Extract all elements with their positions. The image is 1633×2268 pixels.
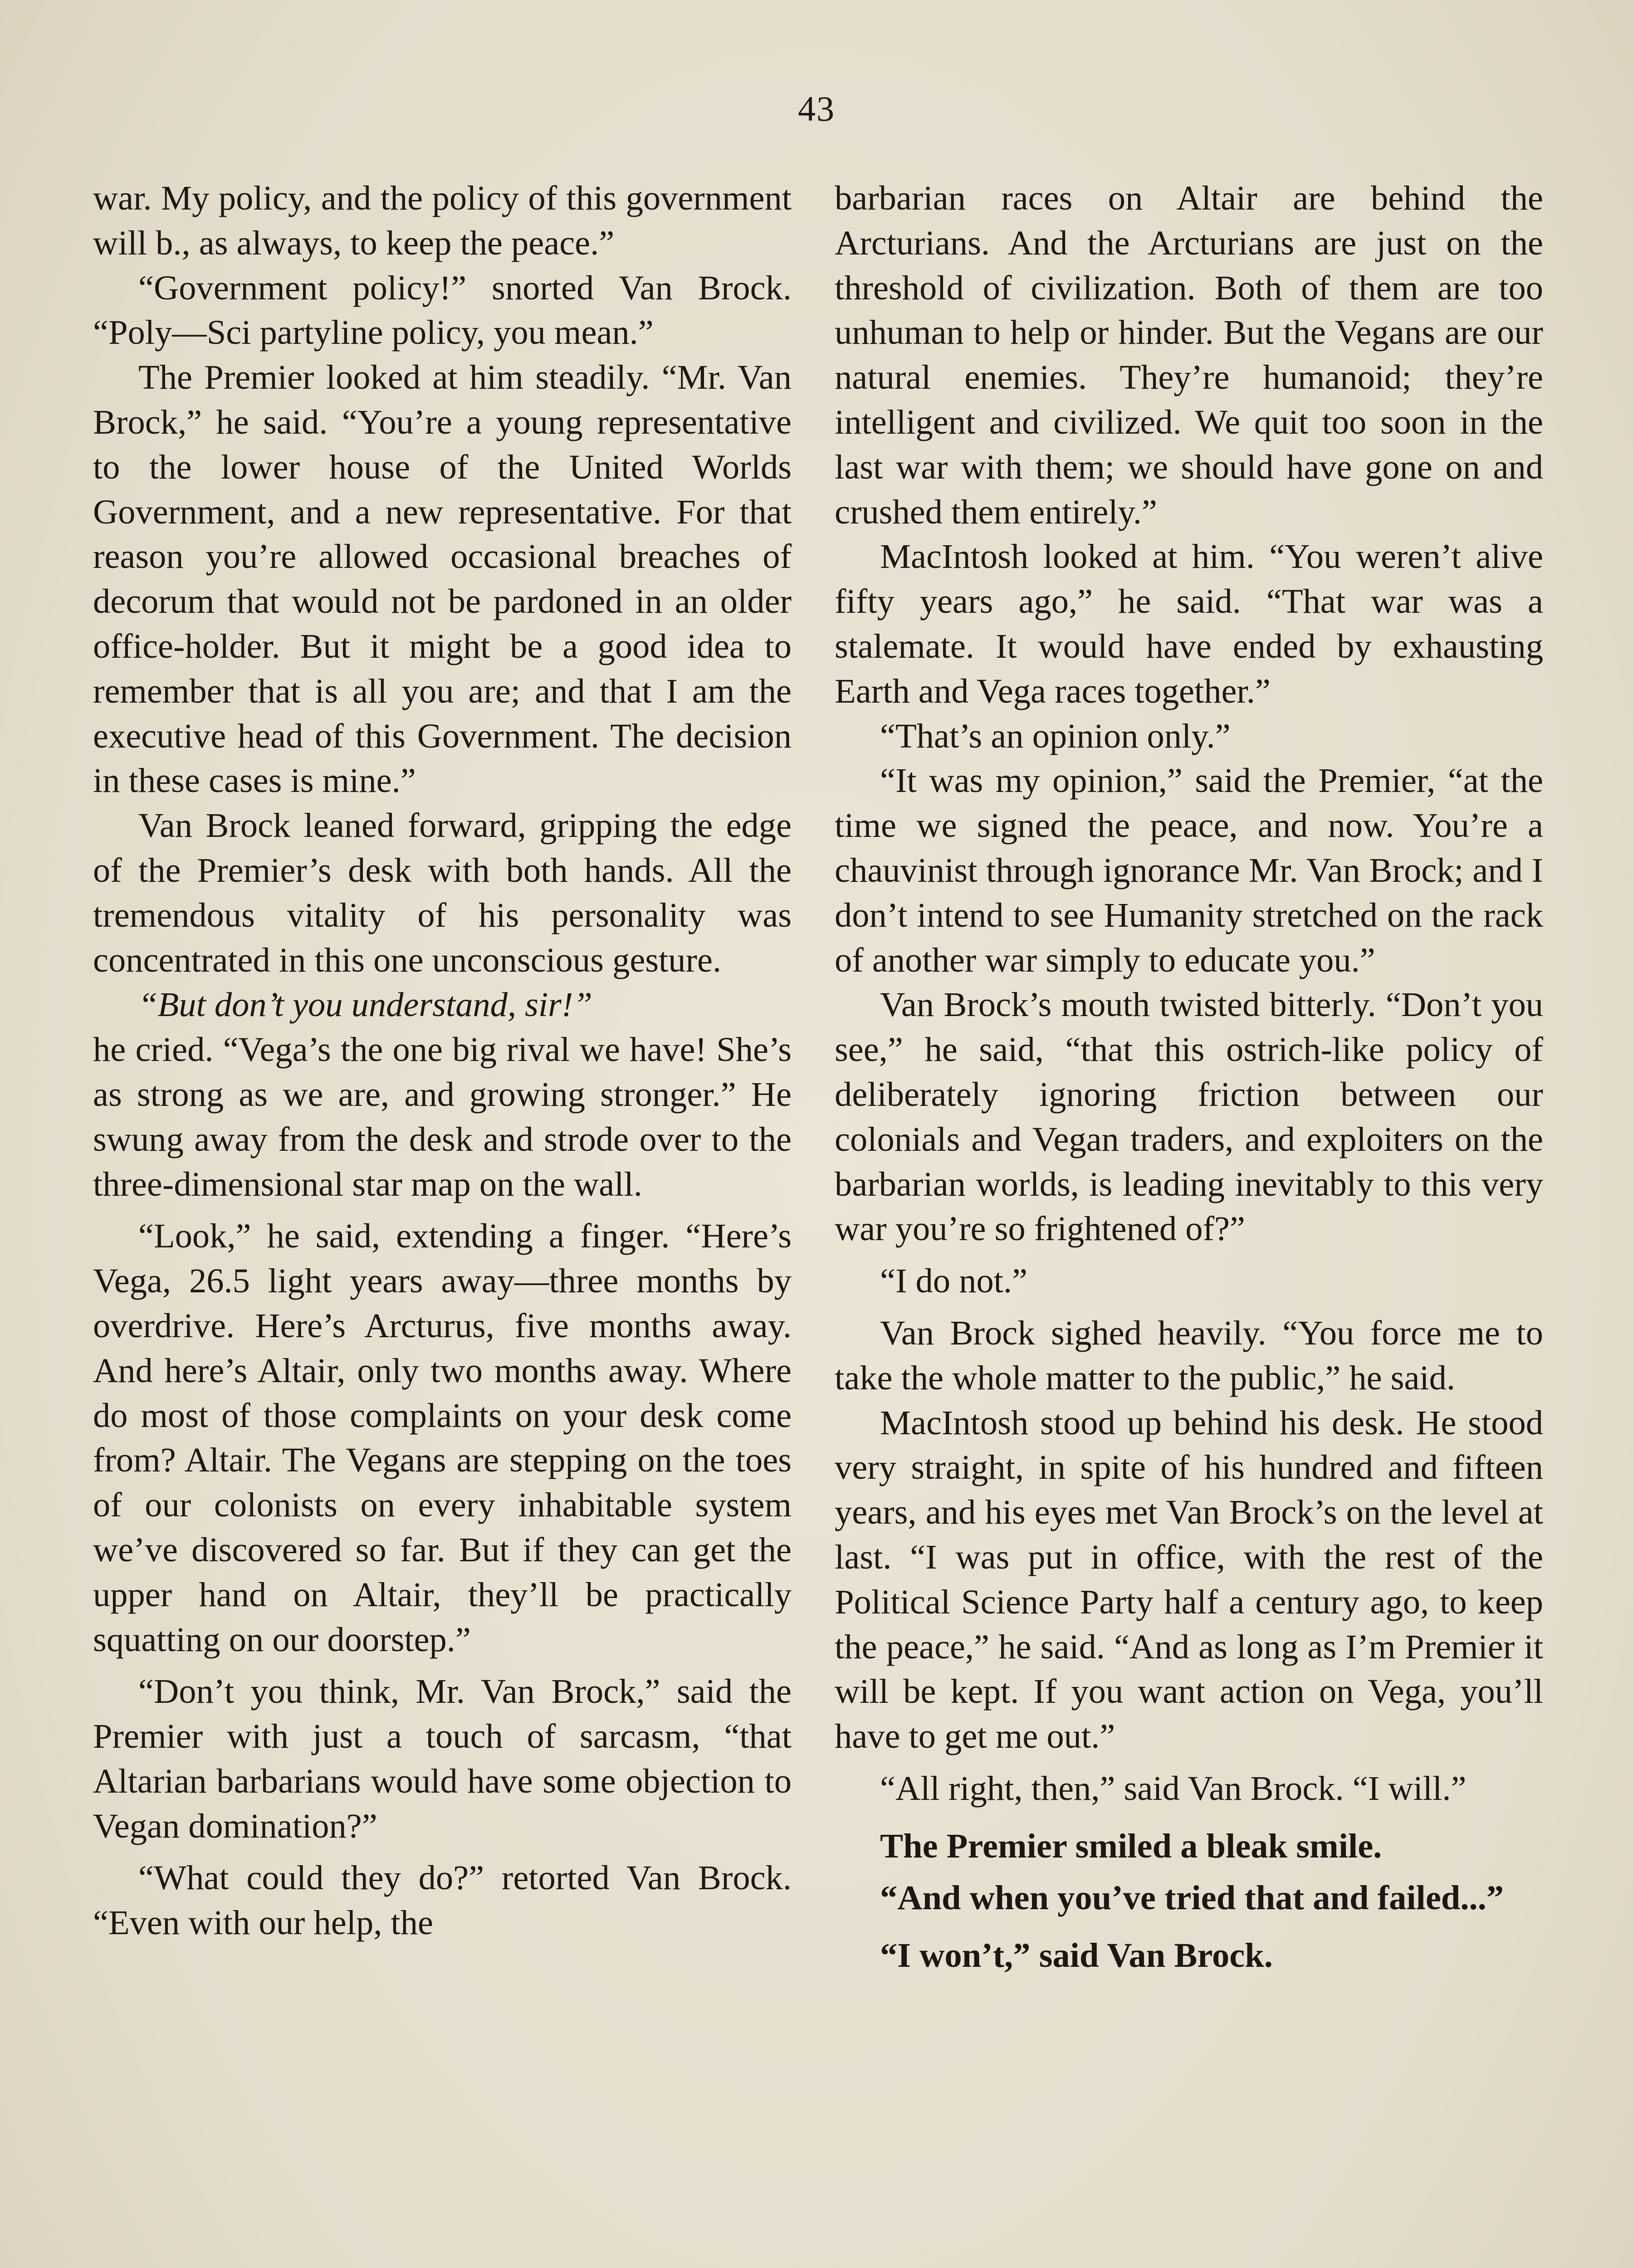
paragraph: Van Brock leaned forward, gripping the edge of the Premier’s desk with both hands. All the tremendous vitality of his personality was concentrated in this one unconscious gesture. bbox=[93, 806, 792, 979]
paragraph: “What could they do?” retorted Van Brock. “Even with our help, the bbox=[93, 1858, 792, 1942]
paragraph: “And when you’ve tried that and failed...” bbox=[880, 1878, 1504, 1917]
paragraph: The Premier smiled a bleak smile. bbox=[880, 1826, 1382, 1865]
paragraph: Van Brock’s mouth twisted bitterly. “Don’t you see,” he said, “that this ostrich-like policy of deliberately ignoring friction between our colonials and Vegan traders, and exploiters on the barbarian worlds, is leading inevitably to this very war you’re so frightened of?” bbox=[835, 985, 1543, 1248]
paragraph: “I won’t,” said Van Brock. bbox=[880, 1936, 1273, 1975]
paragraph: “Don’t you think, Mr. Van Brock,” said the Premier with just a touch of sarcasm, “that Altarian barbarians would have some objection to Vegan domination?” bbox=[93, 1672, 792, 1845]
left-text-column bbox=[93, 176, 792, 1945]
paragraph: Van Brock sighed heavily. “You force me to take the whole matter to the public,” he said. bbox=[835, 1313, 1543, 1397]
paragraph: MacIntosh stood up behind his desk. He stood very straight, in spite of his hundred and fifteen years, and his eyes met Van Brock’s on the level at last. “I was put in office, with the rest of the Political Science Party half a century ago, to keep the peace,” he said. “And as long as I’m Premier it will be kept. If you want action on Vega, you’ll have to get me out.” bbox=[835, 1403, 1543, 1756]
paragraph: “Look,” he said, extending a finger. “Here’s Vega, 26.5 light years away—three months by overdrive. Here’s Arcturus, five months away. And here’s Altair, only two months away. Where do most of those complaints on your desk come from? Altair. The Vegans are stepping on the toes of our colonists on every inhabitable system we’ve discovered so far. But if they can get the upper hand on Altair, they’ll be practically squatting on our doorstep.” bbox=[93, 1217, 792, 1659]
paragraph: “It was my opinion,” said the Premier, “at the time we signed the peace, and now. You’re a chauvinist through ignorance Mr. Van Brock; and I don’t intend to see Humanity stretched on the rack of another war simply to educate you.” bbox=[835, 761, 1543, 979]
paragraph: war. My policy, and the policy of this government will b., as always, to keep the peace.” bbox=[93, 179, 792, 262]
paragraph: “I do not.” bbox=[880, 1261, 1028, 1300]
paragraph: “That’s an opinion only.” bbox=[880, 716, 1231, 755]
paragraph: barbarian races on Altair are behind the Arcturians. And the Arcturians are just on the threshold of civilization. Both of them are too unhuman to help or hinder. But the Vegans are our natural enemies. They’re humanoid; they’re intelligent and civilized. We quit too soon in the last war with them; we should have gone on and crushed them entirely.” bbox=[835, 179, 1543, 531]
paragraph: MacIntosh looked at him. “You weren’t alive fifty years ago,” he said. “That war was a stalemate. It would have ended by exhausting Earth and Vega races together.” bbox=[835, 537, 1543, 710]
paragraph: “All right, then,” said Van Brock. “I will.” bbox=[880, 1769, 1467, 1808]
page-number: 43 bbox=[798, 89, 835, 128]
paragraph: he cried. “Vega’s the one big rival we have! She’s as strong as we are, and growing stronger.” He swung away from the desk and strode over to the three-dimensional star map on the wall. bbox=[93, 1030, 792, 1203]
right-text-column bbox=[835, 176, 1543, 1978]
paragraph-italic-line bbox=[93, 982, 792, 1027]
italic-quote: “But don’t you understand, sir!” bbox=[138, 985, 592, 1024]
paragraph: The Premier looked at him steadily. “Mr. Van Brock,” he said. “You’re a young representative to the lower house of the United Worlds Government, and a new representative. For that reason you’re allowed occasional breaches of decorum that would not be pardoned in an older office-holder. But it might be a good idea to remember that is all you are; and that I am the executive head of this Government. The decision in these cases is mine.” bbox=[93, 358, 792, 800]
paragraph: “Government policy!” snorted Van Brock. “Poly—Sci partyline policy, you mean.” bbox=[93, 268, 792, 352]
